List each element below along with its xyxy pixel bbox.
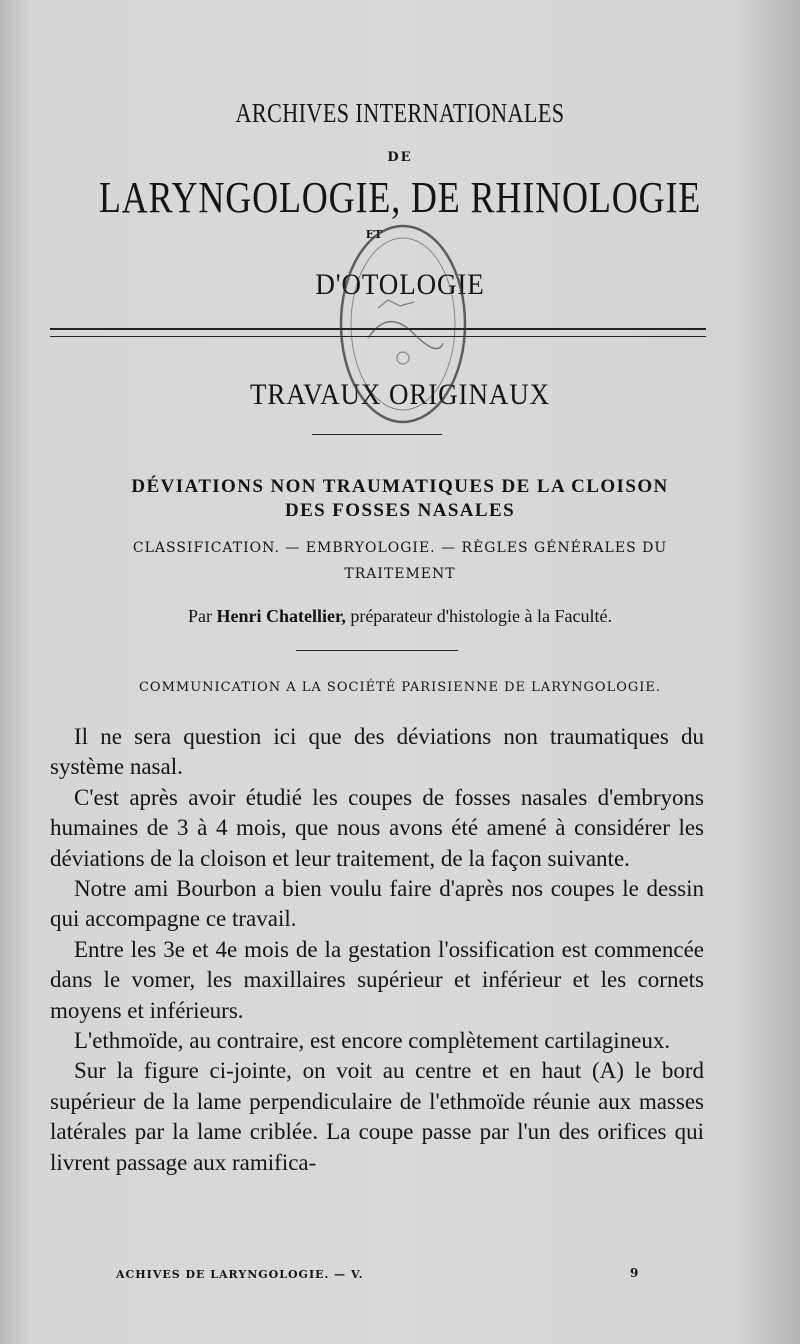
paragraph: Notre ami Bourbon a bien voulu faire d'après nos coupes le dessin qui accompagne ce travail. [50, 876, 704, 932]
article-title-line2: DES FOSSES NASALES [284, 500, 516, 521]
byline-prefix: Par [188, 606, 217, 626]
paragraph: C'est après avoir étudié les coupes de fosses nasales d'embryons humaines de 3 à 4 mois, que nous avons été amené à considérer les déviations de la cloison et leur traitement, de la façon suivante. [50, 784, 704, 871]
journal-title-line3: D'OTOLOGIE [315, 268, 485, 301]
journal-title-line2: LARYNGOLOGIE, DE RHINOLOGIE [98, 173, 702, 222]
communication-note: COMMUNICATION A LA SOCIÉTÉ PARISIENNE DE LARYNGOLOGIE. [138, 680, 662, 695]
journal-title-line1: ARCHIVES INTERNATIONALES [235, 98, 565, 128]
running-footer: ACHIVES DE LARYNGOLOGIE. — V. [116, 1268, 364, 1281]
byline [0, 606, 800, 627]
paragraph: L'ethmoïde, au contraire, est encore complètement cartilagineux. [74, 1028, 671, 1054]
paragraph: Entre les 3e et 4e mois de la gestation l'ossification est commencée dans le vomer, les maxillaires supérieur et inférieur et les cornets moyens et inférieurs. [50, 936, 704, 1023]
author-name: Henri Chatellier, [216, 606, 346, 626]
signature-mark: 9 [630, 1266, 639, 1280]
article-body [50, 722, 704, 1178]
section-rule [312, 434, 442, 435]
library-stamp-icon [328, 218, 478, 430]
article-title-line1: DÉVIATIONS NON TRAUMATIQUES DE LA CLOISON [131, 476, 669, 497]
section-title: TRAVAUX ORIGINAUX [249, 378, 551, 411]
journal-title-de: DE [387, 150, 413, 165]
article-subtitle-line2: TRAITEMENT [344, 566, 456, 582]
byline-affiliation: préparateur d'histologie à la Faculté. [345, 606, 612, 626]
paragraph: Il ne sera question ici que des déviations non traumatiques du système nasal. [50, 724, 704, 780]
paragraph: Sur la figure ci-jointe, on voit au centre et en haut (A) le bord supérieur de la lame perpendiculaire de l'ethmoïde réunie aux masses latérales par la lame criblée. La coupe passe par l'un des orifices qui livrent passage aux ramifica- [50, 1058, 704, 1175]
article-subtitle-line1: CLASSIFICATION. — EMBRYOLOGIE. — RÈGLES GÉNÉRALES DU [132, 540, 668, 556]
journal-title-et: ET [365, 228, 383, 241]
byline-rule [296, 650, 458, 651]
